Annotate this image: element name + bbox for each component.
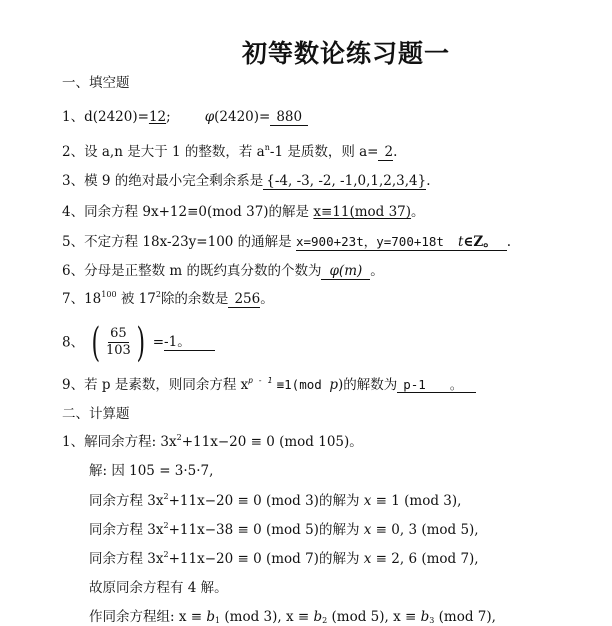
question-number: 6、: [62, 263, 85, 279]
subscript: 1: [215, 616, 221, 625]
question-text: )的解数为: [337, 377, 398, 393]
question-3: [62, 172, 431, 190]
question-1: [62, 108, 308, 126]
superscript: 2: [163, 550, 169, 559]
answer-blank: φ(m): [321, 264, 370, 280]
question-text: 同余方程 9x+12≡0(mod 37)的解是: [84, 204, 310, 220]
question-7: [62, 290, 274, 308]
question-text: -1 是质数，则 a=: [269, 144, 379, 160]
punctuation: 。: [411, 204, 425, 220]
question-text: p: [329, 377, 338, 393]
numerator: 65: [110, 326, 127, 341]
question-9: [62, 376, 476, 394]
solution-line-6: [89, 608, 496, 626]
question-text: +11x−20 ≡ 0 (mod 105)。: [181, 434, 363, 450]
solution-line-2: [89, 492, 461, 510]
answer-blank: x≡11(mod 37): [313, 204, 412, 220]
superscript: 2: [163, 492, 169, 501]
answer-blank: 12: [148, 109, 167, 125]
question-4: [62, 203, 425, 221]
legendre-symbol: [88, 319, 148, 366]
solution-text: ≡ 1 (mod 3),: [371, 493, 462, 509]
solution-text: 同余方程 3x: [89, 551, 164, 567]
question-2: [62, 143, 397, 161]
punctuation: 。: [449, 377, 463, 392]
punctuation: .: [393, 144, 398, 160]
solution-line-3: [89, 521, 479, 539]
section-heading-fill-in: 一、填空题: [62, 75, 130, 91]
question-8: [62, 319, 215, 366]
answer-blank: [397, 377, 476, 393]
question-text: 模 9 的绝对最小完全剩余系是: [84, 173, 264, 189]
variable: x: [363, 522, 372, 538]
answer-blank: 256: [228, 292, 260, 308]
question-text: 若 p 是素数，则同余方程 x: [84, 377, 249, 393]
question-text: 解同余方程: 3x: [84, 434, 177, 450]
answer-text: ∈Z。: [463, 234, 497, 250]
equals: =: [152, 334, 165, 351]
question-text: 除的余数是: [160, 291, 229, 307]
solution-text: 同余方程 3x: [89, 493, 164, 509]
punctuation: .: [426, 173, 431, 189]
superscript: n: [264, 143, 270, 152]
left-paren: (: [91, 319, 101, 366]
answer-text: x=900+23t，y=700+18t: [295, 234, 444, 249]
answer-text: p-1: [403, 377, 426, 392]
answer-blank: [296, 234, 507, 251]
punctuation: 。: [260, 291, 274, 307]
answer-blank: 880: [270, 110, 308, 126]
variable: x: [363, 493, 372, 509]
solution-text: +11x−20 ≡ 0 (mod 7)的解为: [168, 551, 364, 567]
page-title: 初等数论练习题一: [242, 39, 451, 68]
solution-line-4: [89, 550, 479, 568]
question-text: 被 17: [120, 291, 156, 307]
right-paren: ): [136, 319, 145, 366]
subscript: 3: [429, 616, 435, 625]
question-number: 9、: [62, 377, 85, 393]
solution-text: ≡ 0, 3 (mod 5),: [371, 522, 479, 538]
solution-line-1: 解: 因 105 = 3·5·7,: [89, 463, 214, 479]
solution-line-5: 故原同余方程有 4 解。: [89, 580, 228, 596]
answer-blank: -1。: [164, 335, 215, 351]
fraction: [104, 326, 133, 359]
solution-text: (mod 3), x ≡: [220, 609, 314, 625]
punctuation: 。: [370, 263, 384, 279]
question-text: 不定方程 18x-23y=100 的通解是: [84, 234, 292, 250]
question-6: [62, 262, 384, 280]
section-heading-calculation: 二、计算题: [62, 406, 130, 422]
question-text: (2420)=: [214, 109, 271, 125]
solution-text: +11x−20 ≡ 0 (mod 3)的解为: [168, 493, 364, 509]
superscript: 2: [176, 433, 182, 442]
subscript: 2: [322, 616, 328, 625]
question-number: 2、: [62, 144, 85, 160]
superscript: 2: [163, 521, 169, 530]
variable: b: [420, 609, 430, 625]
question-number: 1、: [62, 109, 85, 125]
solution-text: (mod 5), x ≡: [327, 609, 421, 625]
question-text: 18: [84, 291, 102, 307]
answer-text: t: [457, 234, 464, 250]
phi-symbol: φ: [204, 109, 215, 125]
question-number: 5、: [62, 234, 85, 250]
question-text: ;: [166, 109, 171, 125]
solution-text: 同余方程 3x: [89, 522, 164, 538]
solution-text: 作同余方程组: x ≡: [89, 609, 207, 625]
variable: b: [313, 609, 323, 625]
solution-text: ≡ 2, 6 (mod 7),: [371, 551, 479, 567]
punctuation: .: [506, 234, 512, 250]
superscript: p - 1: [248, 376, 273, 385]
question-number: 8、: [62, 334, 85, 351]
superscript: 2: [155, 290, 161, 299]
question-5: [62, 233, 511, 251]
question-text: 分母是正整数 m 的既约真分数的个数为: [84, 263, 322, 279]
question-text: 设 a,n 是大于 1 的整数，若 a: [84, 144, 265, 160]
question-number: 7、: [62, 291, 85, 307]
answer-blank: {-4, -3, -2, -1,0,1,2,3,4}: [263, 174, 426, 190]
question-text: d(2420)=: [84, 109, 149, 125]
question-number: 4、: [62, 204, 85, 220]
calc-question-1: [62, 433, 363, 451]
superscript: 100: [101, 290, 117, 299]
answer-blank: 2: [378, 145, 393, 161]
variable: x: [363, 551, 372, 567]
question-number: 1、: [62, 434, 85, 450]
denominator: 103: [106, 343, 131, 358]
variable: b: [206, 609, 216, 625]
question-number: 3、: [62, 173, 85, 189]
question-text: ≡1(mod: [276, 377, 330, 392]
solution-text: (mod 7),: [434, 609, 496, 625]
solution-text: +11x−38 ≡ 0 (mod 5)的解为: [168, 522, 364, 538]
